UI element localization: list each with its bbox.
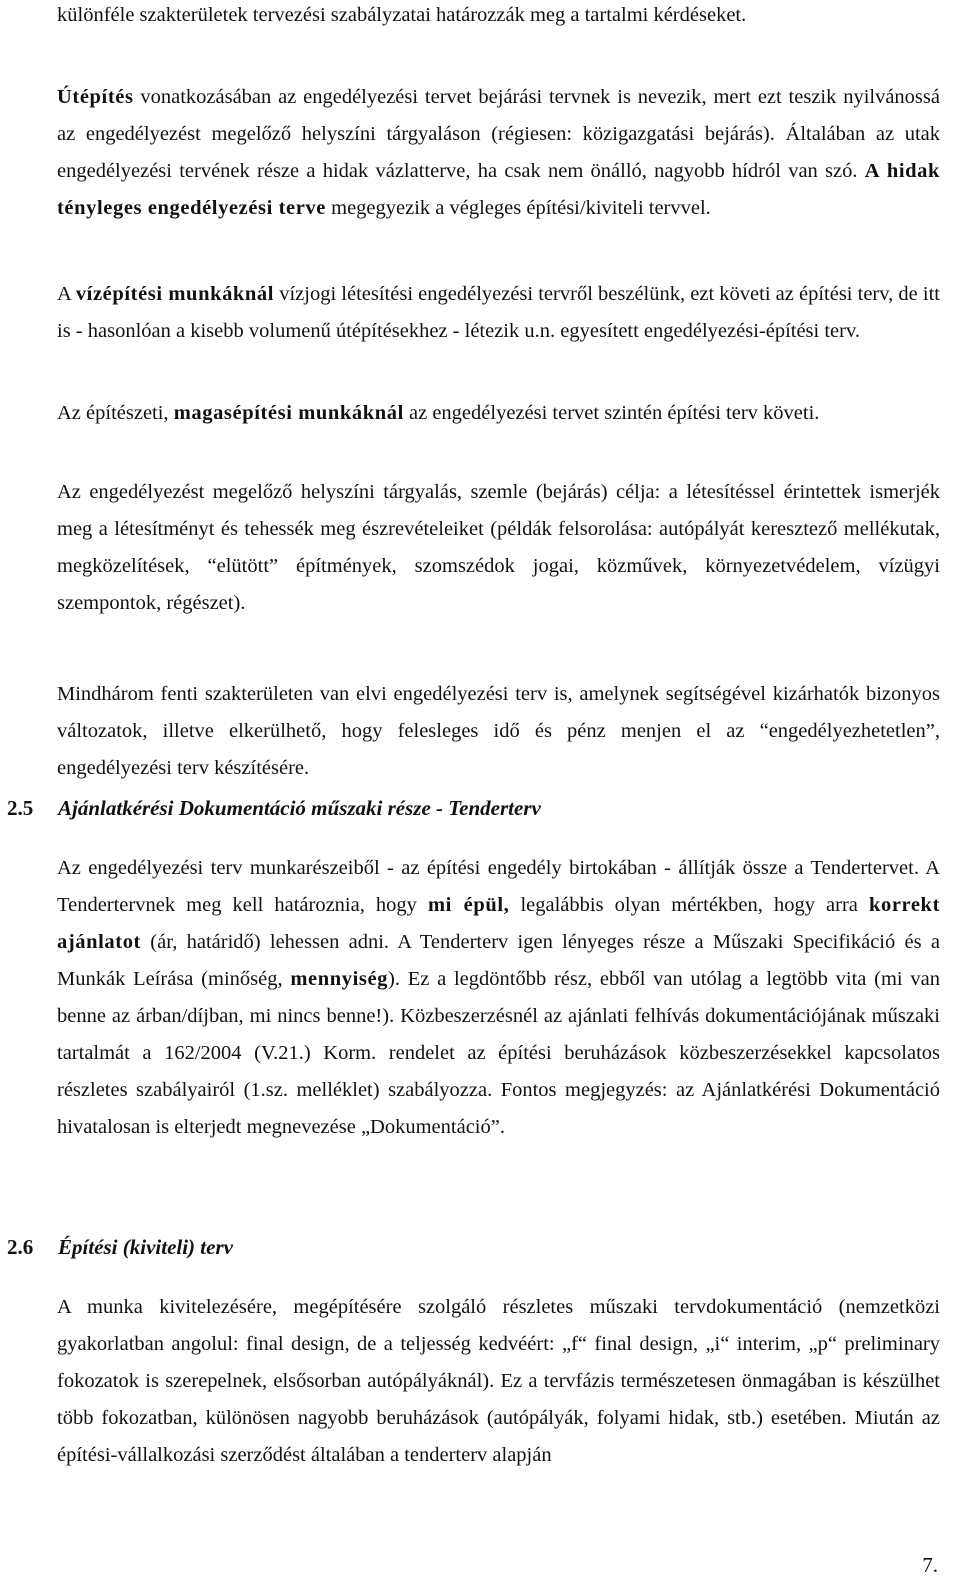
paragraph [57,276,940,350]
text-run: (ár, határidő) lehessen adni. A Tenderterv igen lényeges része a Műszaki Specifikáció és a Munkák Leírása (minőség, [57,931,940,990]
paragraph [57,79,940,227]
bold-text: magasépítési munkáknál [173,402,404,424]
paragraph [57,1289,940,1474]
bold-text: vízépítési munkáknál [75,283,275,305]
bold-text: Útépítés [57,86,134,108]
text-run: legalábbis olyan mértékben, hogy arra [509,894,869,916]
text-run: ). Ez a legdöntőbb rész, ebből van utólag a legtöbb vita (mi van benne az árban/díjban, mi nincs benne!). Közbeszerzésnél az ajánlati felhívás dokumentációjának műszaki tartalmát a 162/2004 (V.21.) Korm. rendelet az építési beruházások közbeszerzésekkel kapcsolatos részletes szabályairól (1.sz. melléklet) szabályozza. Fontos megjegyzés: az Ajánlatkérési Dokumentáció hivatalosan is elterjedt megnevezése „Dokumentáció”. [57,968,940,1138]
section-title: Ajánlatkérési Dokumentáció műszaki része - Tenderterv [58,796,541,820]
text-run: megegyezik a végleges építési/kiviteli tervvel. [326,197,711,219]
section-heading [7,1235,233,1260]
text-run: Mindhárom fenti szakterületen van elvi engedélyezési terv is, amelynek segítségével kizárhatók bizonyos változatok, illetve elkerülhető, hogy felesleges idő és pénz menjen el az “engedélyezhetetlen”, engedélyezési terv készítésére. [57,683,940,779]
section-number: 2.5 [7,796,34,820]
bold-text: korrekt ajánlatot [57,894,940,953]
bold-text: A hidak tényleges engedélyezési terve [57,160,940,219]
paragraph [57,850,940,1146]
text-run: vízjogi létesítési engedélyezési tervről beszélünk, ezt követi az építési terv, de itt is - hasonlóan a kisebb volumenű útépítésekhez - létezik u.n. egyesített engedélyezési-építési terv. [57,283,940,342]
text-run: Az engedélyezést megelőző helyszíni tárgyalás, szemle (bejárás) célja: a létesítéssel érintettek ismerjék meg a létesítményt és tehessék meg észrevételeiket (példák felsorolása: autópályát keresztező mellékutak, megközelítések, “elütött” építmények, szomszédok jogai, közművek, környezetvédelem, vízügyi szempontok, régészet). [57,481,940,614]
section-heading [7,796,541,821]
text-run: Az építészeti, [57,402,174,424]
paragraph [57,676,940,787]
text-run: A [57,283,76,305]
section-title: Építési (kiviteli) terv [58,1235,233,1259]
text-run: vonatkozásában az engedélyezési tervet bejárási tervnek is nevezik, mert ezt teszik nyilvánossá az engedélyezést megelőző helyszíni tárgyaláson (régiesen: közigazgatási bejárás). Általában az utak engedélyezési tervének része a hidak vázlatterve, ha csak nem önálló, nagyobb hídról van szó. [57,86,940,182]
text-run: az engedélyezési tervet szintén építési terv követi. [403,402,820,424]
paragraph [57,395,940,432]
paragraph [57,474,940,622]
text-run: különféle szakterületek tervezési szabályzatai határozzák meg a tartalmi kérdéseket. [57,4,747,26]
page-number: 7. [922,1553,938,1577]
text-run: A munka kivitelezésére, megépítésére szolgáló részletes műszaki tervdokumentáció (nemzetközi gyakorlatban angolul: final design, de a teljesség kedvéért: „f“ final design, „i“ interim, „p“ preliminary fokozatok is szerepelnek, elsősorban autópályáknál). Ez a tervfázis természetesen önmagában is készülhet több fokozatban, különösen nagyobb beruházások (autópályák, folyami hidak, stb.) esetében. Miután az építési-vállalkozási szerződést általában a tenderterv alapján [57,1296,940,1466]
bold-text: mennyiség [290,968,389,990]
text-run: Az engedélyezési terv munkarészeiből - az építési engedély birtokában - állítják össze a Tendertervet. A Tendertervnek meg kell határoznia, hogy [57,857,940,916]
bold-text: mi épül, [428,894,510,916]
section-number: 2.6 [7,1235,34,1259]
paragraph [57,0,940,34]
